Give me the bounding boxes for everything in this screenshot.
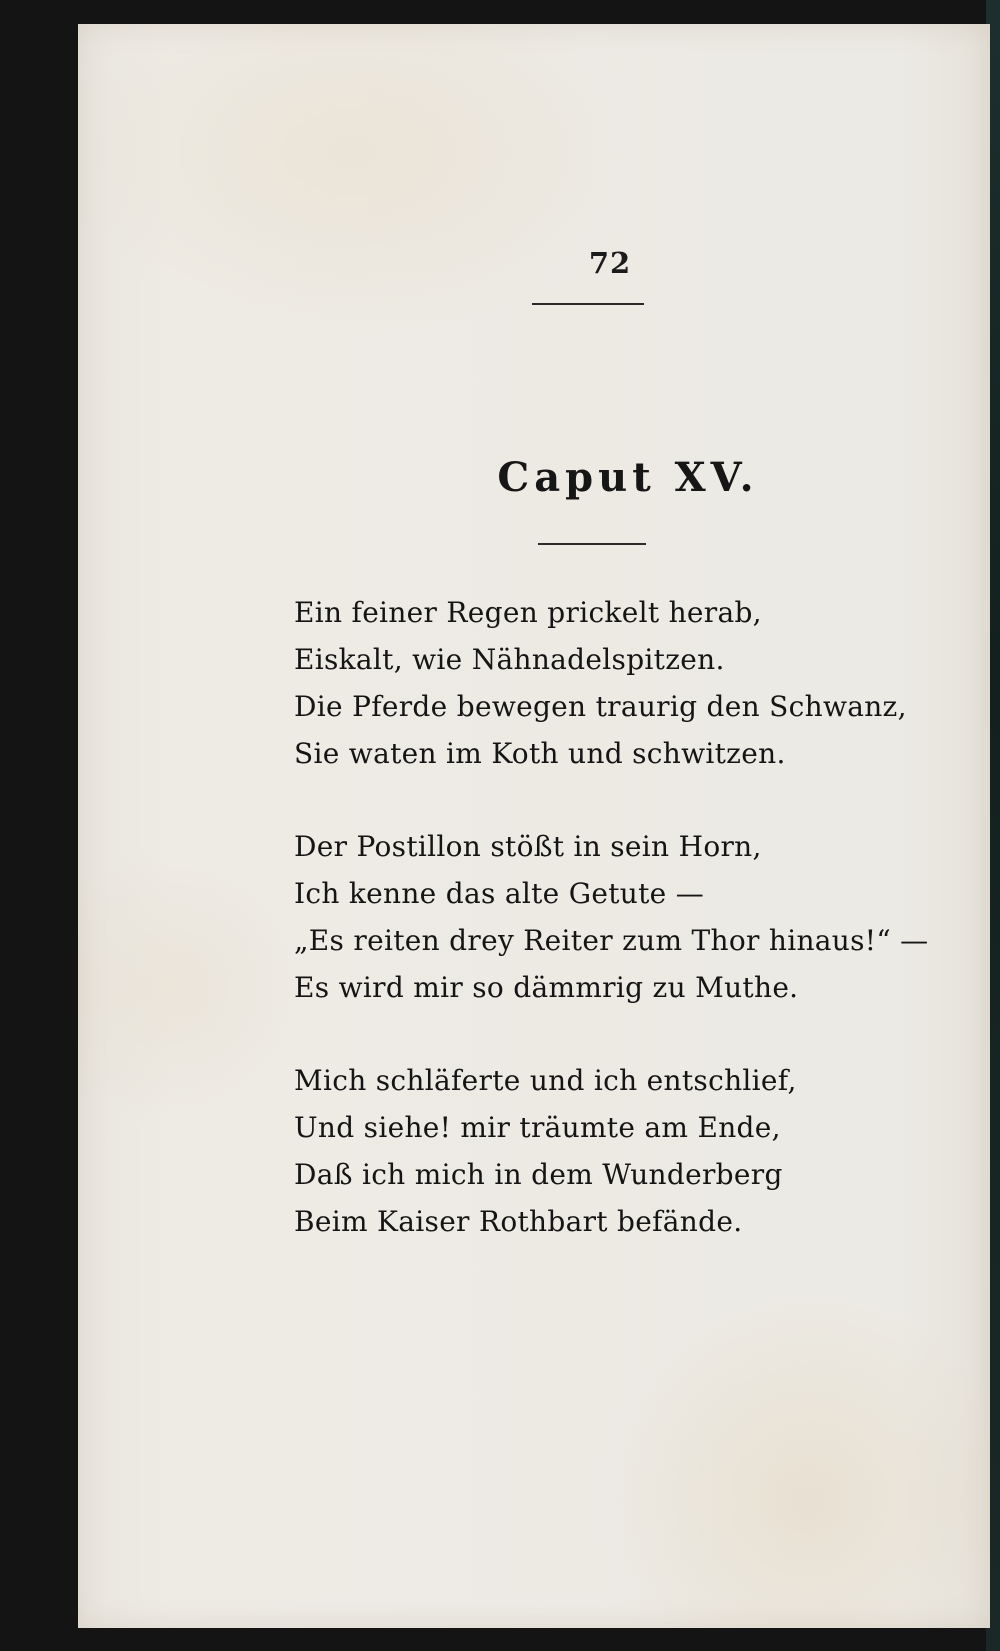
verse-line: Die Pferde bewegen traurig den Schwanz, [294,690,907,723]
verse-line: Ich kenne das alte Getute — [294,877,705,910]
verse-line: Sie waten im Koth und schwitzen. [294,737,786,770]
poem-body [294,589,994,1291]
verse-line: „Es reiten drey Reiter zum Thor hinaus!“ — [294,924,929,957]
chapter-title: Caput XV. [497,454,759,501]
verse-line: Eiskalt, wie Nähnadelspitzen. [294,643,725,676]
verse-line: Der Postillon stößt in sein Horn, [294,830,762,863]
verse-line: Mich schläferte und ich entschlief, [294,1064,797,1097]
verse-line: Daß ich mich in dem Wunderberg [294,1158,783,1191]
stanza-1 [294,589,994,777]
verse-line: Beim Kaiser Rothbart befände. [294,1205,743,1238]
page-number-rule [532,303,644,305]
chapter-title-rule [538,543,646,545]
verse-line: Ein feiner Regen prickelt herab, [294,596,762,629]
verse-line: Es wird mir so dämmrig zu Muthe. [294,971,799,1004]
verse-line: Und siehe! mir träumte am Ende, [294,1111,781,1144]
page-number: 72 [588,246,632,280]
stanza-3 [294,1057,994,1245]
book-page [78,24,990,1628]
stanza-2 [294,823,994,1011]
